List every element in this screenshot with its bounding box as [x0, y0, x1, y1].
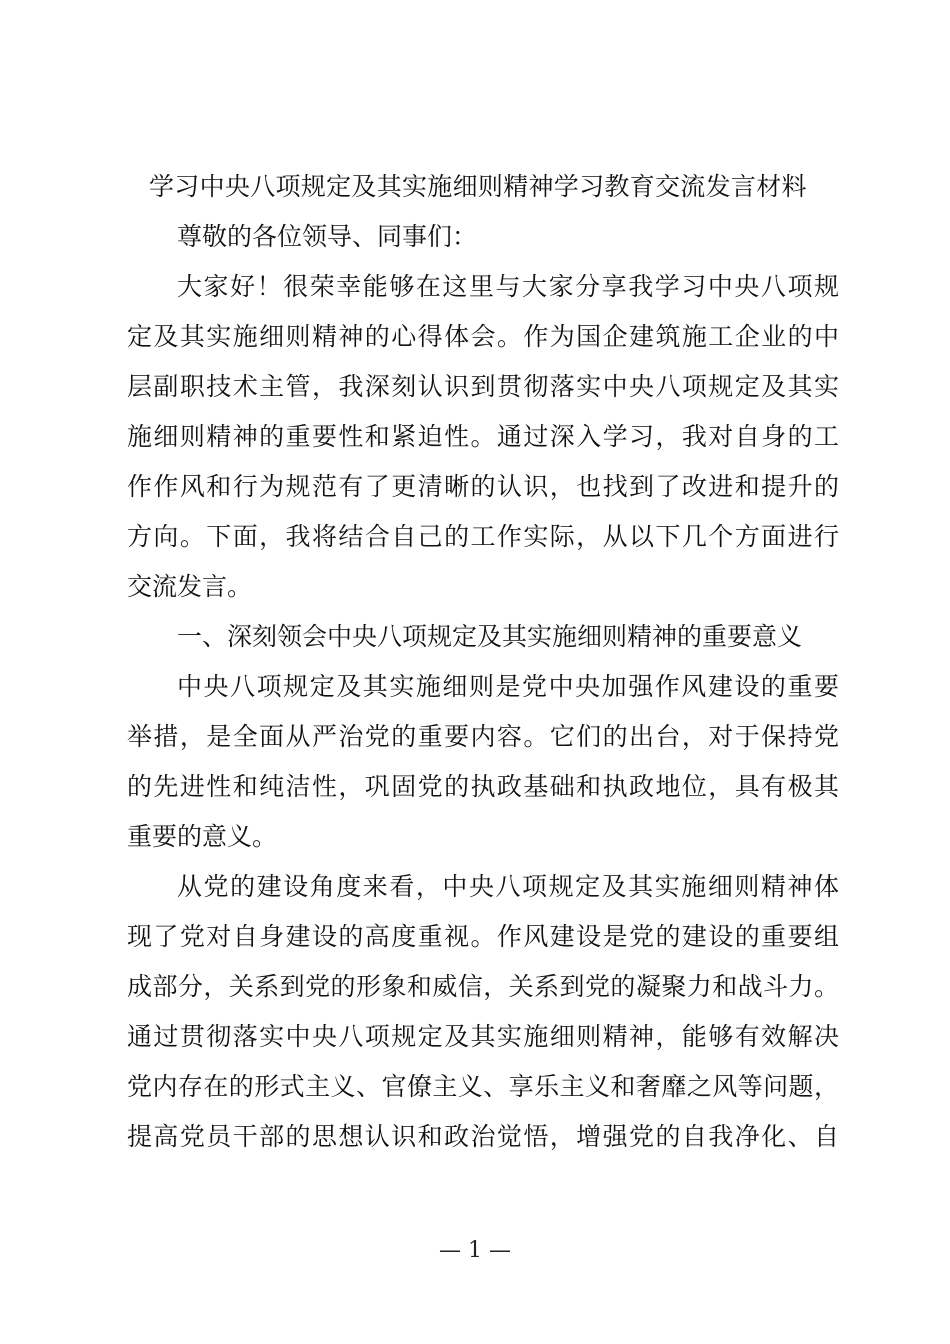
paragraph-line: 交流发言。 [127, 572, 253, 601]
paragraph-line: 从党的建设角度来看，中央八项规定及其实施细则精神体 [177, 872, 839, 901]
intro-paragraph [127, 262, 839, 612]
paragraph-line: 成部分，关系到党的形象和威信，关系到党的凝聚力和战斗力。 [127, 972, 839, 1001]
paragraph-line: 重要的意义。 [127, 822, 278, 851]
paragraph-line: 提高党员干部的思想认识和政治觉悟，增强党的自我净化、自 [127, 1122, 839, 1151]
paragraph-line: 层副职技术主管，我深刻认识到贯彻落实中央八项规定及其实 [127, 372, 839, 401]
section-heading: 一、深刻领会中央八项规定及其实施细则精神的重要意义 [177, 622, 803, 651]
section-paragraph [127, 662, 839, 862]
salutation: 尊敬的各位领导、同事们： [177, 222, 478, 251]
paragraph-line: 举措，是全面从严治党的重要内容。它们的出台，对于保持党 [127, 722, 839, 751]
section-paragraph [127, 862, 839, 1162]
page-number: — 1 — [439, 1238, 511, 1263]
paragraph-line: 通过贯彻落实中央八项规定及其实施细则精神，能够有效解决 [127, 1022, 839, 1051]
paragraph-line: 党内存在的形式主义、官僚主义、享乐主义和奢靡之风等问题， [127, 1072, 839, 1101]
paragraph-line: 定及其实施细则精神的心得体会。作为国企建筑施工企业的中 [127, 322, 839, 351]
paragraph-line: 大家好！很荣幸能够在这里与大家分享我学习中央八项规 [177, 272, 839, 301]
paragraph-line: 方向。下面，我将结合自己的工作实际，从以下几个方面进行 [127, 522, 839, 551]
paragraph-line: 的先进性和纯洁性，巩固党的执政基础和执政地位，具有极其 [127, 772, 839, 801]
paragraph-line: 中央八项规定及其实施细则是党中央加强作风建设的重要 [177, 672, 839, 701]
document-title: 学习中央八项规定及其实施细则精神学习教育交流发言材料 [149, 172, 807, 201]
paragraph-line: 现了党对自身建设的高度重视。作风建设是党的建设的重要组 [127, 922, 839, 951]
document-body [127, 162, 839, 1162]
paragraph-line: 作作风和行为规范有了更清晰的认识，也找到了改进和提升的 [127, 472, 839, 501]
paragraph-line: 施细则精神的重要性和紧迫性。通过深入学习，我对自身的工 [127, 422, 839, 451]
